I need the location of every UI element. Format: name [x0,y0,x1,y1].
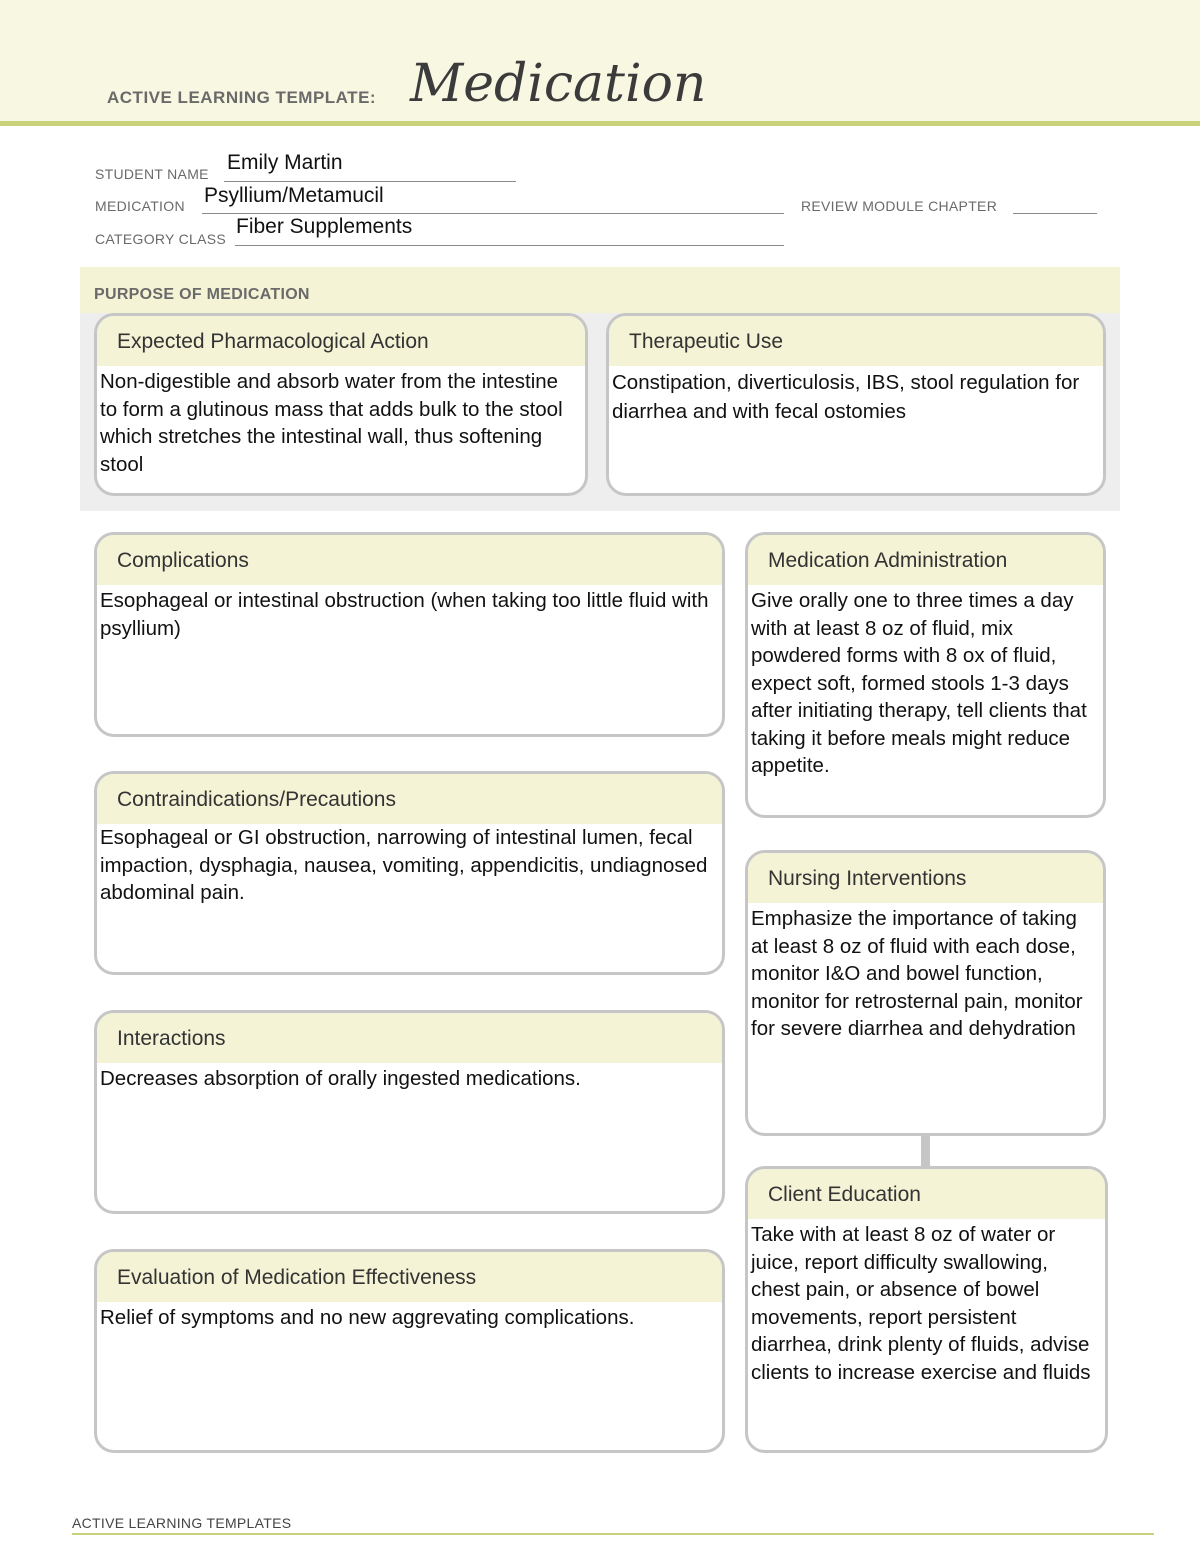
medication-line [202,213,784,214]
administration-title: Medication Administration [748,535,1103,585]
medication-field[interactable]: Psyllium/Metamucil [204,184,384,207]
interactions-text[interactable]: Decreases absorption of orally ingested medications. [100,1067,581,1090]
evaluation-title: Evaluation of Medication Effectiveness [97,1252,722,1302]
evaluation-text[interactable]: Relief of symptoms and no new aggrevating complications. [100,1306,635,1329]
nursing-interventions-text[interactable]: Emphasize the importance of taking at least 8 oz of fluid with each dose, monitor I&O and bowel function, monitor for retrosternal pain, monitor for severe diarrhea and dehydration [751,907,1083,1040]
client-education-box [745,1166,1108,1453]
contraindications-title: Contraindications/Precautions [97,774,722,824]
connector-bar [921,1134,930,1167]
expected-action-box [94,313,588,496]
expected-action-text[interactable]: Non-digestible and absorb water from the intestine to form a glutinous mass that adds bulk to the stool which stretches the intestinal wall, thus softening stool [100,370,563,476]
purpose-label: PURPOSE OF MEDICATION [94,286,310,303]
therapeutic-use-title: Therapeutic Use [609,316,1103,366]
administration-box [745,532,1106,818]
expected-action-title: Expected Pharmacological Action [97,316,585,366]
nursing-interventions-box [745,850,1106,1136]
student-name-field[interactable]: Emily Martin [227,151,343,174]
student-name-line [224,181,516,182]
review-module-line [1013,213,1097,214]
nursing-interventions-title: Nursing Interventions [748,853,1103,903]
complications-box [94,532,725,737]
header-divider [0,121,1200,126]
complications-title: Complications [97,535,722,585]
page-title: Medication [410,54,707,114]
therapeutic-use-box [606,313,1106,496]
template-label: ACTIVE LEARNING TEMPLATE: [107,88,377,107]
medication-label: MEDICATION [95,198,185,214]
therapeutic-use-text[interactable]: Constipation, diverticulosis, IBS, stool regulation for diarrhea and with fecal ostomies [612,371,1080,423]
complications-text[interactable]: Esophageal or intestinal obstruction (when taking too little fluid with psyllium) [100,589,709,640]
interactions-title: Interactions [97,1013,722,1063]
student-name-label: STUDENT NAME [95,166,209,182]
contraindications-box [94,771,725,975]
footer-divider [72,1533,1154,1535]
client-education-title: Client Education [748,1169,1105,1219]
review-module-label: REVIEW MODULE CHAPTER [801,198,998,214]
category-class-label: CATEGORY CLASS [95,231,227,247]
contraindications-text[interactable]: Esophageal or GI obstruction, narrowing of intestinal lumen, fecal impaction, dysphagia, nausea, vomiting, appendicitis, undiagnosed abdominal pain. [100,826,708,904]
administration-text[interactable]: Give orally one to three times a day with at least 8 oz of fluid, mix powdered forms with 8 ox of fluid, expect soft, formed stools 1-3 days after initiating therapy, tell clients that taking it before meals might reduce appetite. [751,589,1087,777]
client-education-text[interactable]: Take with at least 8 oz of water or juice, report difficulty swallowing, chest pain, or absence of bowel movements, report persistent diarrhea, drink plenty of fluids, advise clients to increase exercise and fluids [751,1223,1091,1384]
interactions-box [94,1010,725,1214]
category-class-line [235,245,784,246]
category-class-field[interactable]: Fiber Supplements [236,215,413,238]
footer-label: ACTIVE LEARNING TEMPLATES [72,1515,292,1531]
evaluation-box [94,1249,725,1453]
